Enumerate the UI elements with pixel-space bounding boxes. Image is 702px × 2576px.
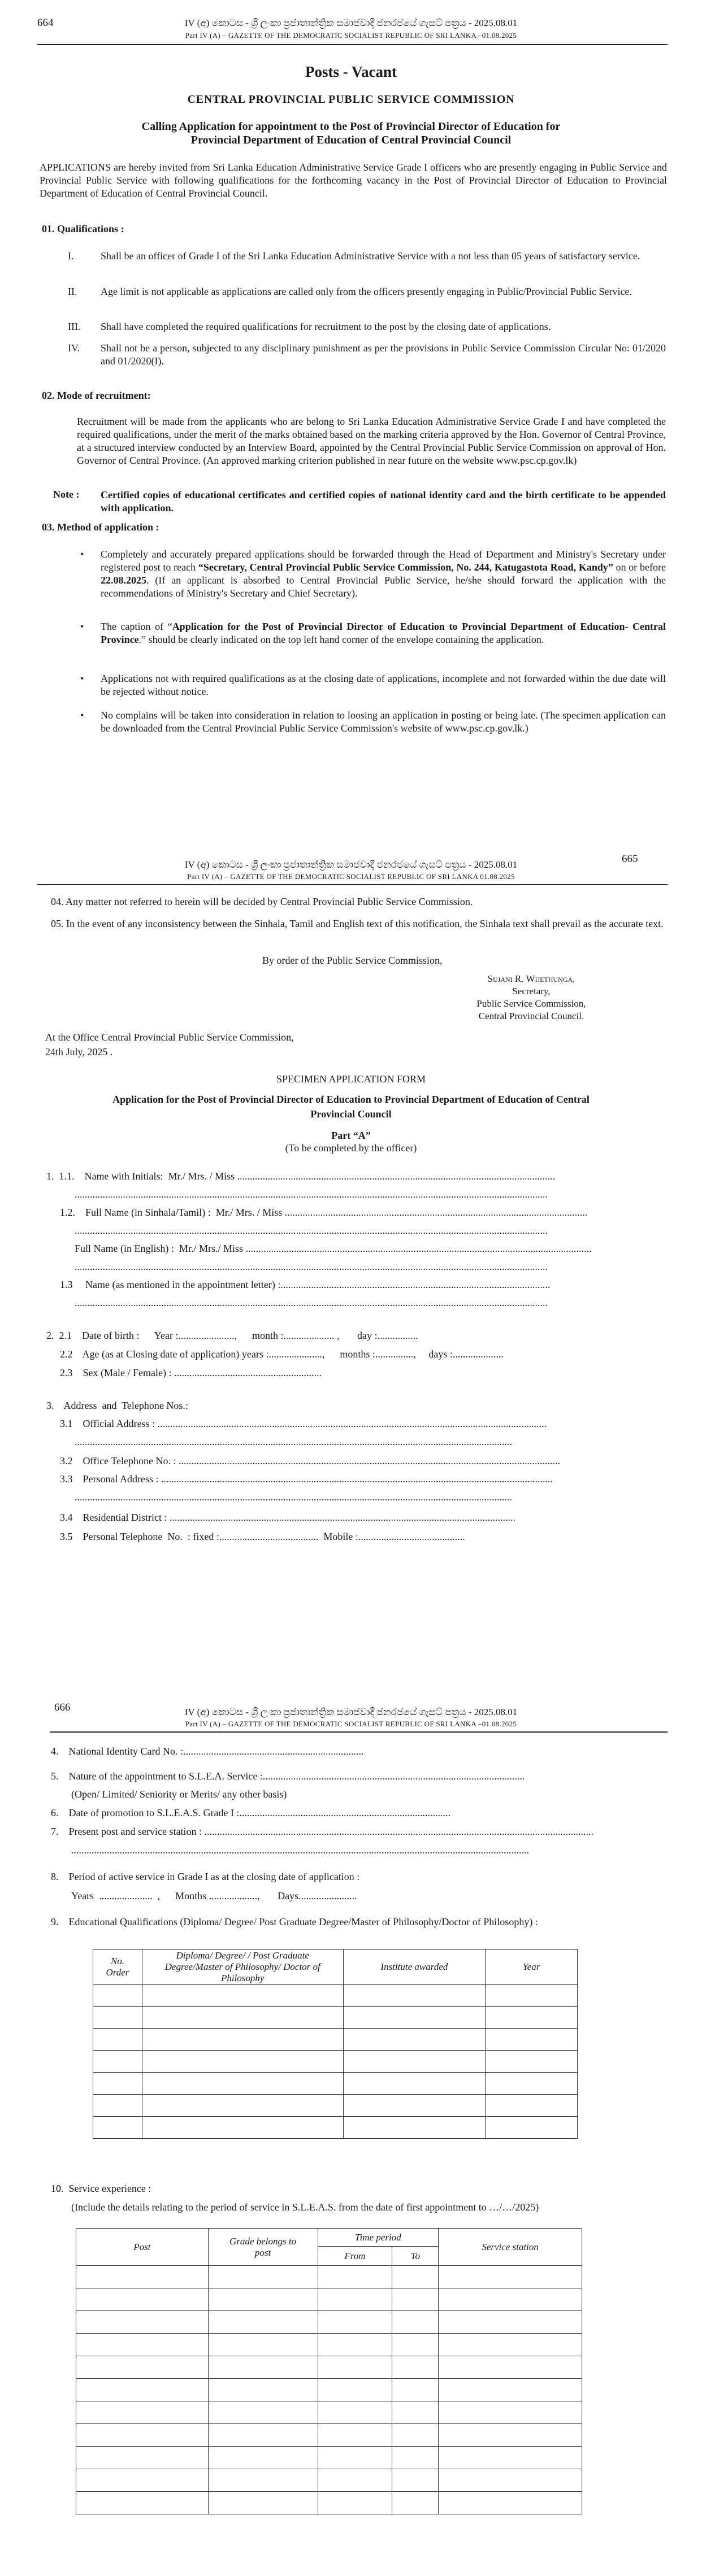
table-row[interactable] xyxy=(76,2424,582,2447)
qual-num: III. xyxy=(68,321,81,332)
qual-num: IV. xyxy=(68,342,80,354)
bullet-icon: • xyxy=(80,621,84,632)
edu-col-qualification: Diploma/ Degree/ / Post Graduate Degree/Master of Philosophy/ Doctor of Philosophy xyxy=(142,1950,343,1985)
method-bullet-2: The caption of “Application for the Post of Provincial Director of Education to Provincial Department of Education- Central Province.” should be clearly indicated on the top left hand corner of the envelope containing the application. xyxy=(101,621,666,645)
field-nic[interactable]: 4. National Identity Card No. :....................................................................... xyxy=(51,1746,364,1757)
page-666 xyxy=(0,1689,702,2576)
application-title-line1: Application for the Post of Provincial Director of Education to Provincial Department of Education of Central xyxy=(112,1094,590,1105)
field-official-address-cont[interactable]: ............................................................................................................................................................................ xyxy=(75,1436,512,1447)
field-nature-appointment[interactable]: 5. Nature of the appointment to S.L.E.A. Service :....................................................................................................... xyxy=(51,1770,525,1782)
section-method-title: 03. Method of application : xyxy=(42,521,159,533)
by-order-text: By order of the Public Service Commission, xyxy=(262,955,443,966)
field-office-telephone[interactable]: 3.2 Office Telephone No. : ...................................................................................................................................................... xyxy=(60,1455,561,1467)
field-promotion-date[interactable]: 6. Date of promotion to S.L.E.A.S. Grade I :................................................................................... xyxy=(51,1807,450,1818)
form-title: SPECIMEN APPLICATION FORM xyxy=(276,1073,426,1085)
gazette-header-english: Part IV (A) – GAZETTE OF THE DEMOCRATIC SOCIALIST REPUBLIC OF SRI LANKA 01.08.2025 xyxy=(187,872,515,881)
table-row[interactable] xyxy=(93,2117,578,2139)
table-row[interactable] xyxy=(76,2492,582,2514)
table-row[interactable] xyxy=(76,2311,582,2334)
edu-col-no-order: No. Order xyxy=(93,1950,142,1985)
section-recruitment-title: 02. Mode of recruitment: xyxy=(42,390,151,401)
note-text: Certified copies of educational certificates and certified copies of national identity card and the birth certificate to be appended with application. xyxy=(101,489,666,514)
method-bullet-4: No complains will be taken into consideration in relation to loosing an application in posting or being late. (The specimen application can be downloaded from the Central Provincial Public Service Commission's website of www.psc.cp.gov.lk.) xyxy=(101,710,666,734)
page-664 xyxy=(0,0,702,842)
edu-col-year: Year xyxy=(486,1950,578,1985)
field-date-of-birth[interactable]: 2. 2.1 Date of birth : Year :......................, month :.................... , day :................ xyxy=(46,1330,418,1341)
service-experience-hint: (Include the details relating to the period of service in S.L.E.A.S. from the date of first appointment to …/…/2025) xyxy=(71,2201,539,2213)
table-row[interactable] xyxy=(93,2007,578,2029)
application-title-line2: Provincial Council xyxy=(310,1108,392,1120)
field-sex[interactable]: 2.3 Sex (Male / Female) : .......................................................... xyxy=(60,1367,322,1378)
qual-text: Shall have completed the required qualifications for recruitment to the post by the closing date of applications. xyxy=(101,321,551,332)
table-row[interactable] xyxy=(76,2356,582,2379)
part-a-heading: Part “A” xyxy=(331,1130,371,1141)
recruitment-paragraph: Recruitment will be made from the applicants who are belong to Sri Lanka Education Administrative Service Grade I and have completed the required qualifications, under the merit of the marks obtained based on the marking criteria approved by the Hon. Governor of Central Province, at a structured interview conducted by an Interview Board, appointed by the Central Provincial Public Service Commission on approval of Hon. Governor of Central Province. (An approved marking criterion published in near future on the website www.psc.cp.gov.lk) xyxy=(77,416,666,466)
header-rule xyxy=(37,884,668,885)
gazette-header-sinhala: IV (අ) කොටස - ශ්‍රී ලංකා ප්‍රජාතාන්ත්‍රික සමාජවාදී ජනරජයේ ගැසට් පත්‍රය - 2025.08.01 xyxy=(184,18,518,28)
gazette-header-sinhala: IV (අ) කොටස - ශ්‍රී ලංකා ප්‍රජාතාන්ත්‍රික සමාජවාදී ජනරජයේ ගැසට් පත්‍රය - 2025.08.01 xyxy=(184,859,518,870)
qual-text: Shall be an officer of Grade I of the Sri Lanka Education Administrative Service with a not less than 05 years of satisfactory service. xyxy=(101,250,640,262)
office-line: At the Office Central Provincial Public Service Commission, xyxy=(45,1032,294,1043)
qual-text: Shall not be a person, subjected to any disciplinary punishment as per the provisions in Public Service Commission Circular No: 01/2020 and 01/2020(I). xyxy=(101,342,666,367)
edu-col-institute: Institute awarded xyxy=(343,1950,486,1985)
note-label: Note : xyxy=(53,489,80,500)
field-full-name-english-cont[interactable]: .......................................................................................................................................................................................... xyxy=(75,1261,548,1272)
signatory-name: Sujani R. Wijethunga, xyxy=(487,973,575,984)
table-row[interactable] xyxy=(76,2469,582,2492)
table-row[interactable] xyxy=(76,2379,582,2401)
table-row[interactable] xyxy=(76,2447,582,2469)
svc-col-period: Time period xyxy=(318,2229,439,2247)
page-number: 664 xyxy=(37,17,54,29)
commission-name: CENTRAL PROVINCIAL PUBLIC SERVICE COMMISSION xyxy=(187,93,515,106)
field-period-years-months-days[interactable]: Years ..................... , Months ..................., Days....................... xyxy=(71,1890,357,1901)
qual-num: II. xyxy=(68,286,77,297)
field-full-name-sinhala[interactable]: 1.2. Full Name (in Sinhala/Tamil) : Mr./ Mrs. / Miss ....................................................................................................................... xyxy=(60,1207,588,1218)
signatory-role: Secretary, xyxy=(512,986,551,997)
field-full-name-english[interactable]: Full Name (in English) : Mr./ Mrs./ Miss ........................................................................................................................................ xyxy=(75,1243,592,1254)
gazette-header-sinhala: IV (අ) කොටස - ශ්‍රී ලංකා ප්‍රජාතාන්ත්‍රික සමාජවාදී ජනරජයේ ගැසට් පත්‍රය - 2025.08.01 xyxy=(184,1707,518,1717)
field-name-initials-cont[interactable]: .......................................................................................................................................................................................... xyxy=(75,1189,548,1200)
gazette-header-english: Part IV (A) – GAZETTE OF THE DEMOCRATIC SOCIALIST REPUBLIC OF SRI LANKA –01.08.2025 xyxy=(185,1720,517,1728)
field-personal-telephone[interactable]: 3.5 Personal Telephone No. : fixed :....................................... Mobile :.......................................... xyxy=(60,1531,465,1542)
clause-05: 05. In the event of any inconsistency between the Sinhala, Tamil and English text of this notification, the Sinhala text shall prevail as the accurate text. xyxy=(51,918,664,929)
part-a-subheading: (To be completed by the officer) xyxy=(285,1142,417,1154)
table-row[interactable] xyxy=(93,1985,578,2007)
gazette-header-english: Part IV (A) – GAZETTE OF THE DEMOCRATIC SOCIALIST REPUBLIC OF SRI LANKA –01.08.2025 xyxy=(185,31,517,40)
field-official-address[interactable]: 3.1 Official Address : ......................................................................................................................................................... xyxy=(60,1418,547,1429)
intro-paragraph: APPLICATIONS are hereby invited from Sri Lanka Education Administrative Service Grade I officers who are presently engaging in Public Service and Provincial Public Service with following qualifications for the forthcoming vacancy in the Post of Provincial Director of Education to Provincial Department of Education of Central Provincial Council. xyxy=(40,162,667,199)
header-rule xyxy=(50,1731,668,1733)
svc-col-post: Post xyxy=(76,2229,209,2266)
qual-text: Age limit is not applicable as applications are called only from the officers presently engaging in Public/Provincial Public Service. xyxy=(101,286,632,297)
field-age[interactable]: 2.2 Age (as at Closing date of application) years :....................., months :..............., days :.................... xyxy=(60,1348,504,1360)
field-service-experience: 10. Service experience : xyxy=(51,2183,151,2194)
qual-num: I. xyxy=(68,250,74,262)
field-full-name-sinhala-cont[interactable]: .......................................................................................................................................................................................... xyxy=(75,1225,548,1236)
field-residential-district[interactable]: 3.4 Residential District : ........................................................................................................................................ xyxy=(60,1512,515,1523)
section-address-title: 3. Address and Telephone Nos.: xyxy=(46,1400,188,1411)
method-bullet-1: Completely and accurately prepared applications should be forwarded through the Head of Department and Ministry's Secretary under registered post to reach “Secretary, Central Provincial Public Service Commission, No. 244, Katugastota Road, Kandy” on or before 22.08.2025. (If an applicant is absorbed to Central Provincial Public Service, he/she should forward the application with the recommendations of Ministry's Secretary and Chief Secretary). xyxy=(101,549,666,599)
field-name-appointment-cont[interactable]: .......................................................................................................................................................................................... xyxy=(75,1297,548,1308)
page-number: 665 xyxy=(622,853,638,865)
nature-appointment-hint: (Open/ Limited/ Seniority or Merits/ any other basis) xyxy=(71,1789,287,1800)
table-row[interactable] xyxy=(76,2334,582,2356)
field-period-active-service: 8. Period of active service in Grade I as at the closing date of application : xyxy=(51,1871,360,1882)
page-665 xyxy=(0,842,702,1689)
page-number: 666 xyxy=(54,1702,71,1713)
svc-col-from: From xyxy=(318,2247,392,2266)
table-row[interactable] xyxy=(93,2051,578,2073)
table-row[interactable] xyxy=(93,2073,578,2095)
page-title: Posts - Vacant xyxy=(305,63,397,80)
table-row[interactable] xyxy=(76,2401,582,2424)
section-qualifications-title: 01. Qualifications : xyxy=(42,223,124,234)
service-table xyxy=(76,2228,582,2514)
signatory-role: Central Provincial Council. xyxy=(478,1011,584,1021)
field-name-initials[interactable]: 1. 1.1. Name with Initials: Mr./ Mrs. / Miss ............................................................................................................................. xyxy=(46,1170,555,1182)
field-present-post[interactable]: 7. Present post and service station : ......................................................................................................................................................... xyxy=(51,1826,593,1837)
method-bullet-3: Applications not with required qualifications as at the closing date of applications, incomplete and not forwarded within the due date will be rejected without notice. xyxy=(101,673,666,697)
field-present-post-cont[interactable]: .................................................................................................................................................................................... xyxy=(71,1844,529,1856)
bullet-icon: • xyxy=(80,673,84,684)
signatory-role: Public Service Commission, xyxy=(476,998,586,1009)
bullet-icon: • xyxy=(80,710,84,721)
clause-04: 04. Any matter not referred to herein will be decided by Central Provincial Public Service Commission. xyxy=(51,896,473,907)
table-row[interactable] xyxy=(76,2288,582,2311)
calling-heading-line2: Provincial Department of Education of Central Provincial Council xyxy=(190,134,512,146)
svc-col-station: Service station xyxy=(439,2229,582,2266)
calling-heading-line1: Calling Application for appointment to the Post of Provincial Director of Education for xyxy=(141,120,561,133)
field-personal-address-cont[interactable]: ............................................................................................................................................................................ xyxy=(75,1491,512,1503)
date-line: 24th July, 2025 . xyxy=(45,1046,113,1058)
svc-col-grade: Grade belongs to post xyxy=(208,2229,318,2266)
svc-col-to: To xyxy=(392,2247,439,2266)
table-row[interactable] xyxy=(93,2095,578,2117)
header-rule xyxy=(37,44,668,45)
field-personal-address[interactable]: 3.3 Personal Address : .......................................................................................................................................................... xyxy=(60,1473,553,1485)
bullet-icon: • xyxy=(80,549,84,560)
field-name-appointment[interactable]: 1.3 Name (as mentioned in the appointment letter) :.......................................................................................................... xyxy=(60,1279,551,1290)
table-row[interactable] xyxy=(93,2029,578,2051)
field-educational-qualifications: 9. Educational Qualifications (Diploma/ Degree/ Post Graduate Degree/Master of Philosophy/Doctor of Philosophy) : xyxy=(51,1916,538,1927)
table-row[interactable] xyxy=(76,2266,582,2288)
education-table xyxy=(93,1949,578,2139)
